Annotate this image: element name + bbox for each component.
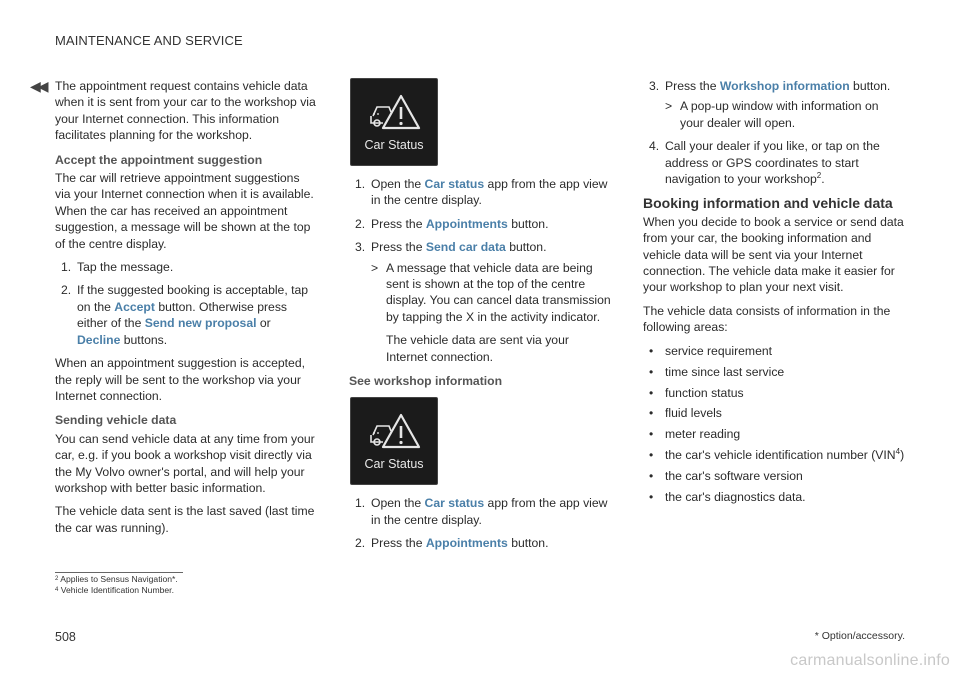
accept-steps-list [55, 259, 317, 348]
list-item: 3. Press the Workshop information button. > A pop-up window with information on your dealer will open. [643, 78, 905, 131]
workshop-info-steps-continued [643, 78, 905, 187]
column-middle [349, 78, 611, 559]
option-accessory-note: * Option/accessory. [814, 630, 905, 642]
bullet-icon: • [649, 427, 654, 442]
step-number: 3. [355, 240, 366, 255]
list-item: • the car's software version [649, 469, 803, 484]
sending-vehicle-data-heading: Sending vehicle data [55, 413, 177, 428]
list-item: • meter reading [649, 427, 741, 442]
list-item: • the car's vehicle identification number (VIN$^4$) [649, 447, 905, 463]
list-item: 3. Press the Send car data button. > A message that vehicle data are being sent is shown at the top of the centre display. You can cancel data transmission by tapping the X in the activity indicator. The vehicle data are sent via your Internet connection. [355, 240, 611, 364]
car-warning-icon [369, 92, 421, 132]
bullet-icon: • [649, 469, 654, 484]
list-item: 2. If the suggested booking is acceptable, tap on the Accept button. Otherwise press either of the Send new proposal or Decline buttons. [61, 283, 309, 347]
booking-paragraph: When you decide to book a service or send data from your car, the booking information and vehicle data will be sent via your Internet connection. The vehicle data make it easier for your workshop to plan your next visit. [643, 214, 904, 295]
bullet-icon: • [649, 364, 654, 379]
workshop-information-button-ref: Workshop information [719, 79, 850, 93]
bullet-icon: • [649, 343, 654, 358]
step-number: 1. [355, 496, 366, 511]
column-left [55, 78, 317, 543]
accept-button-ref: Accept [114, 299, 155, 314]
footnote-divider [55, 572, 183, 573]
car-status-app-tile [350, 397, 438, 485]
list-item: • the car's diagnostics data. [649, 490, 806, 505]
list-item: • service requirement [649, 343, 773, 358]
car-status-tile-label: Car Status [364, 457, 424, 472]
footnote-ref: 4 [895, 447, 901, 457]
list-item: • function status [649, 385, 744, 400]
appointments-button-ref: Appointments [425, 216, 508, 231]
list-item: 2. Press the Appointments button. [355, 536, 549, 551]
result-arrow-icon: > [665, 99, 673, 114]
back-arrows-icon[interactable]: ◀◀ [30, 78, 46, 94]
accept-suggestion-paragraph: The car will retrieve appointment suggestions via your Internet connection when it is available. When the car has received an appointment suggestion, a message will be shown at the top of the centre display. [55, 171, 314, 251]
footnotes [55, 574, 178, 595]
list-item: 2. Press the Appointments button. [355, 216, 549, 231]
car-warning-icon [369, 411, 421, 451]
step-number: 4. [649, 139, 660, 154]
bullet-icon: • [649, 406, 654, 421]
car-status-app-tile [350, 78, 438, 166]
step-number: 1. [61, 260, 72, 275]
bullet-icon: • [649, 448, 654, 463]
car-status-app-ref: Car status [424, 177, 485, 191]
booking-information-heading: Booking information and vehicle data [643, 195, 893, 212]
list-item: 4. Call your dealer if you like, or tap on the address or GPS coordinates to start navigation to your workshop$^2$. [649, 139, 880, 187]
result-arrow-icon: > [371, 260, 379, 275]
step-number: 2. [355, 216, 366, 231]
step-number: 2. [355, 536, 366, 551]
accept-suggestion-heading: Accept the appointment suggestion [55, 152, 263, 167]
column-right [643, 78, 905, 510]
list-item: • fluid levels [649, 406, 722, 421]
step-number: 1. [355, 177, 366, 191]
vehicle-data-areas-list [643, 343, 905, 506]
footnote-ref: 2 [816, 171, 822, 181]
sending-vehicle-data-paragraph: You can send vehicle data at any time from your car, e.g. if you book a workshop visit directly via the My Volvo owner's portal, and will help your workshop with better basic information. [55, 431, 315, 495]
intro-paragraph: The appointment request contains vehicle data when it is sent from your car to the workshop via your Internet connection. This information facilitates planning for the workshop. [55, 79, 316, 143]
car-status-tile-label: Car Status [364, 138, 424, 152]
send-data-steps-list [349, 176, 611, 365]
workshop-info-steps-list [349, 495, 611, 551]
see-workshop-information-heading: See workshop information [349, 374, 503, 389]
send-car-data-button-ref: Send car data [425, 240, 506, 255]
bullet-icon: • [649, 490, 654, 505]
page-header-title: MAINTENANCE AND SERVICE [55, 33, 243, 48]
footnote-4: $^4$ Vehicle Identification Number. [55, 584, 174, 595]
list-item: 1. Open the Car status app from the app view in the centre display. [355, 177, 608, 208]
step-result: > A pop-up window with information on your dealer will open. [665, 99, 879, 130]
step-number: 2. [61, 283, 72, 298]
page-number: 508 [55, 630, 76, 644]
list-item: • time since last service [649, 364, 785, 379]
step-result: > A message that vehicle data are being sent is shown at the top of the centre display. You can cancel data transmission by tapping the X in the activity indicator. The vehicle data are sent via your Internet connection. [371, 260, 611, 364]
bullet-icon: • [649, 385, 654, 400]
last-saved-paragraph: The vehicle data sent is the last saved (last time the car was running). [55, 504, 315, 535]
decline-button-ref: Decline [77, 332, 121, 347]
watermark: carmanualsonline.info [790, 652, 950, 669]
accepted-paragraph: When an appointment suggestion is accepted, the reply will be sent to the workshop via your Internet connection. [55, 356, 306, 403]
appointments-button-ref: Appointments [425, 536, 508, 551]
list-item: 1. Open the Car status app from the app view in the centre display. [355, 496, 608, 527]
consists-paragraph: The vehicle data consists of information in the following areas: [643, 303, 891, 335]
send-new-proposal-button-ref: Send new proposal [144, 316, 257, 331]
list-item: 1. Tap the message. [61, 260, 174, 275]
footnote-2: $^2$ Applies to Sensus Navigation*. [55, 574, 178, 584]
step-number: 3. [649, 79, 660, 93]
car-status-app-ref: Car status [424, 496, 485, 511]
